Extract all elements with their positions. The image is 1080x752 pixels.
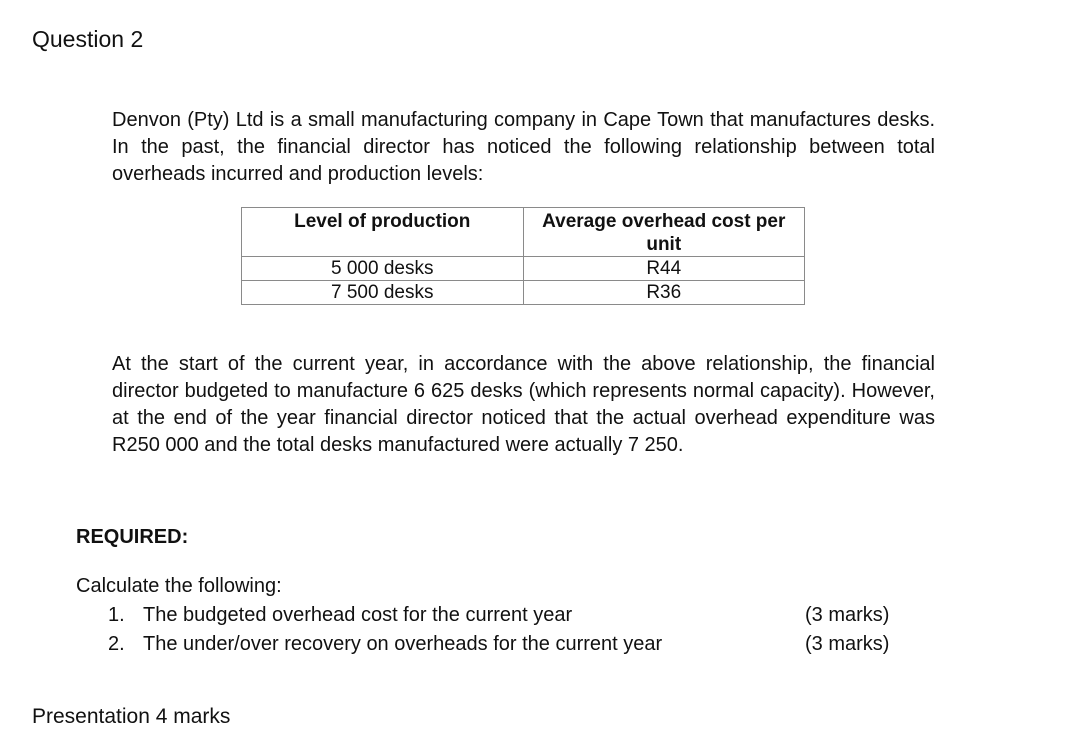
table-cell-level: 7 500 desks <box>242 281 524 305</box>
table-cell-level: 5 000 desks <box>242 257 524 281</box>
table-cell-cost: R44 <box>523 257 804 281</box>
task-number: 2. <box>108 633 125 655</box>
task-text: The budgeted overhead cost for the current year <box>143 604 573 626</box>
table-row <box>242 281 805 305</box>
task-item-1 <box>108 601 908 630</box>
required-heading: REQUIRED: <box>76 526 189 548</box>
task-number: 1. <box>108 604 125 626</box>
presentation-marks: Presentation 4 marks <box>32 705 231 728</box>
overhead-table <box>241 207 805 305</box>
table-header-cost: Average overhead cost per unit <box>523 208 804 257</box>
question-title: Question 2 <box>32 26 144 52</box>
task-marks: (3 marks) <box>805 633 890 655</box>
table-row <box>242 257 805 281</box>
task-item-2 <box>108 630 908 659</box>
task-marks: (3 marks) <box>805 604 890 626</box>
calculate-intro: Calculate the following: <box>76 575 282 597</box>
scenario-paragraph: At the start of the current year, in accordance with the above relationship, the financial director budgeted to manufacture 6 625 desks (which represents normal capacity). However, at the end of the year financial director noticed that the actual overhead expenditure was R250 000 and the total desks manufactured were actually 7 250. <box>112 353 935 456</box>
table-cell-cost: R36 <box>523 281 804 305</box>
table-header-level: Level of production <box>242 208 524 257</box>
table-header-row <box>242 208 805 257</box>
intro-paragraph: Denvon (Pty) Ltd is a small manufacturing company in Cape Town that manufactures desks. In the past, the financial director has noticed the following relationship between total overheads incurred and production levels: <box>112 109 935 185</box>
task-text: The under/over recovery on overheads for the current year <box>143 633 663 655</box>
